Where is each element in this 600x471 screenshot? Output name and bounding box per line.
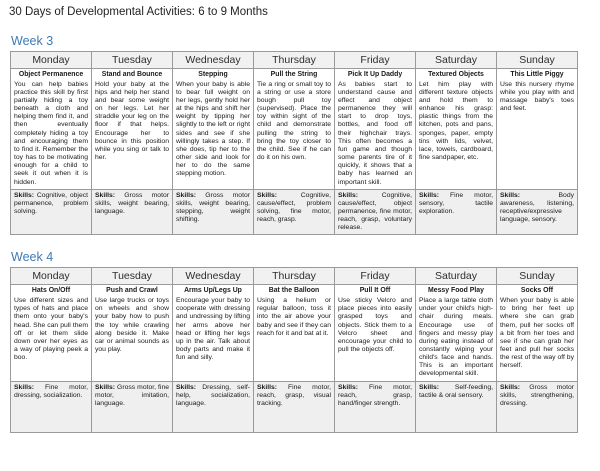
activity-title: Textured Objects bbox=[428, 71, 484, 78]
activity-title: This Little Piggy bbox=[510, 71, 564, 78]
skills-cell bbox=[335, 189, 416, 235]
skills-text: Dressing, self-help, socialization, language. bbox=[176, 383, 251, 407]
day-header-wednesday: Wednesday bbox=[173, 52, 254, 69]
skills-text: Gross motor, fine motor, imitation, language. bbox=[95, 383, 169, 407]
activity-description: Encourage your baby to cooperate with dressing and undressing by lifting her arms above her head or lifting her legs up in the air. Talk about body parts and make it fun and silly. bbox=[176, 297, 250, 362]
day-header-saturday: Saturday bbox=[416, 268, 497, 285]
skills-label: Skills: bbox=[14, 191, 35, 199]
skills-text: Gross motor skills, weight bearing, stepping, weight shifting. bbox=[176, 191, 250, 224]
activity-description: Hold your baby at the hips and help her stand and bear some weight on her legs. Let her straddle your leg on the floor if that helps. Encourage her to bounce in this position while you sing or talk to her. bbox=[95, 80, 169, 162]
activity-cell bbox=[173, 285, 254, 381]
skills-cell bbox=[92, 189, 173, 235]
activity-cell bbox=[416, 69, 497, 190]
skills-text: Gross motor skills, weight bearing, language. bbox=[95, 191, 169, 215]
skills-cell bbox=[416, 189, 497, 235]
skills-label: Skills: bbox=[95, 383, 116, 391]
activity-description: Let him play with different texture objects and hold them to enhance his grasp: plastic things from the kitchen, pots and pans, sponges, paper, empty tins with lids, velvet, lace, towels, cardboard, fine sandpaper, etc. bbox=[419, 80, 493, 162]
activity-title: Messy Food Play bbox=[428, 287, 484, 295]
activity-title: Pick It Up Daddy bbox=[347, 71, 403, 78]
skills-text: Fine motor, sensory, tactile exploration. bbox=[419, 191, 494, 215]
activity-cell bbox=[11, 69, 92, 190]
week3-table bbox=[10, 51, 578, 235]
day-header-tuesday: Tuesday bbox=[92, 52, 173, 69]
activity-description: Use this nursery rhyme while you play with and massage baby's toes and feet. bbox=[500, 80, 574, 113]
skills-text: Cognitive, cause/effect, problem solving, fine motor, reach, grasp. bbox=[257, 191, 331, 224]
skills-cell bbox=[11, 189, 92, 235]
activity-cell bbox=[497, 285, 578, 381]
week4-header-row bbox=[11, 268, 578, 285]
skills-text: Self-feeding, tactile & oral sensory. bbox=[419, 383, 493, 399]
skills-label: Skills: bbox=[176, 191, 197, 199]
skills-label: Skills: bbox=[95, 191, 116, 199]
page-title: 30 Days of Developmental Activities: 6 to 9 Months bbox=[9, 6, 268, 18]
activity-cell bbox=[254, 285, 335, 381]
activity-description: Using a helium or regular balloon, toss it into the air above your baby and see if they can reach for it and bat at it. bbox=[257, 297, 331, 337]
skills-cell bbox=[11, 381, 92, 432]
skills-cell bbox=[497, 381, 578, 432]
activity-title: Pull the String bbox=[270, 71, 318, 78]
skills-text: Cognitive, cause/effect, object permanence, fine motor, reach, grasp, voluntary release. bbox=[338, 191, 412, 232]
skills-cell bbox=[173, 189, 254, 235]
activity-title: Push and Crawl bbox=[106, 287, 158, 295]
week4-skills-row bbox=[11, 381, 578, 432]
activity-cell bbox=[92, 69, 173, 190]
activity-description: Tie a ring or small toy to a string or use a store bough pull toy (supervised). Place the toy within sight of the child and demonstrate pulling the string to bring the toy closer to the child. See if he can do it on his own. bbox=[257, 80, 331, 162]
skills-label: Skills: bbox=[419, 191, 440, 199]
week3-activity-row bbox=[11, 69, 578, 190]
activity-title: Stand and Bounce bbox=[101, 71, 163, 78]
skills-text: Gross motor skills, strengthening, dressing. bbox=[500, 383, 574, 407]
week3-heading: Week 3 bbox=[11, 34, 54, 48]
day-header-sunday: Sunday bbox=[497, 52, 578, 69]
activity-description: Use large trucks or toys on wheels and show your baby how to push the toy while crawling along beside it. Make car or animal sounds as you play. bbox=[95, 297, 169, 353]
week3-skills-row bbox=[11, 189, 578, 235]
skills-text: Fine motor, reach, grasp, hand/finger strength. bbox=[338, 383, 413, 407]
activity-title: Hats On/Off bbox=[31, 287, 71, 295]
activity-title: Socks Off bbox=[520, 287, 554, 295]
activity-cell bbox=[254, 69, 335, 190]
activity-title: Pull It Off bbox=[359, 287, 391, 295]
activity-cell bbox=[92, 285, 173, 381]
activity-cell bbox=[11, 285, 92, 381]
skills-label: Skills: bbox=[500, 383, 521, 391]
activity-description: You can help babies practice this skill by first partially hiding a toy beneath a cloth and helping them find it, and then eventually completely hiding a toy and encouraging them to find it. Remember the toy has to be motivating enough for a child to seek it out when it is hidden. bbox=[14, 80, 88, 186]
week4-table bbox=[10, 267, 578, 432]
activity-title: Stepping bbox=[198, 71, 228, 78]
activity-cell bbox=[335, 69, 416, 190]
skills-label: Skills: bbox=[419, 383, 440, 391]
skills-text: Body awareness, listening, receptive/expressive language, sensory. bbox=[500, 191, 574, 224]
skills-label: Skills: bbox=[500, 191, 521, 199]
week3-header-row bbox=[11, 52, 578, 69]
day-header-thursday: Thursday bbox=[254, 268, 335, 285]
skills-cell bbox=[92, 381, 173, 432]
skills-text: Fine motor, dressing, socialization. bbox=[14, 383, 89, 399]
day-header-saturday: Saturday bbox=[416, 52, 497, 69]
day-header-wednesday: Wednesday bbox=[173, 268, 254, 285]
activity-cell bbox=[335, 285, 416, 381]
week4-heading: Week 4 bbox=[11, 250, 54, 265]
activity-description: As babies start to understand cause and effect and object permanence they will start to drop toys, bottles, and food off their highchair trays. This often becomes a fun game and though some parents tire of it quickly, it shows that a baby has learned an important skill. bbox=[338, 80, 412, 186]
skills-label: Skills: bbox=[176, 383, 197, 391]
skills-text: Fine motor, reach, grasp, visual tracking. bbox=[257, 383, 332, 407]
activity-description: Place a large table cloth under your child's high-chair during meals. Encourage use of fingers and messy play during eating instead of constantly wiping your child's face and hands. This is an important developmental skill. bbox=[419, 297, 493, 378]
activity-title: Object Permanence bbox=[18, 71, 84, 78]
skills-cell bbox=[416, 381, 497, 432]
skills-label: Skills: bbox=[257, 383, 278, 391]
activity-cell bbox=[416, 285, 497, 381]
skills-label: Skills: bbox=[338, 191, 359, 199]
day-header-friday: Friday bbox=[335, 268, 416, 285]
skills-cell bbox=[254, 381, 335, 432]
activity-description: Use different sizes and types of hats and place them onto your baby's head. She can pull them off or let them slide down over her eyes as a way of playing peek a boo. bbox=[14, 297, 88, 362]
activity-cell bbox=[173, 69, 254, 190]
activity-description: When your baby is able to bear full weight on her legs, gently hold her at the hips and shift her weight by tipping her slightly to the left or right sides and see if she willingly takes a step. If she does, tip her to the other side and look for her to do the same stepping motion. bbox=[176, 80, 250, 178]
activity-title: Arms Up/Legs Up bbox=[184, 287, 242, 295]
day-header-monday: Monday bbox=[11, 268, 92, 285]
skills-cell bbox=[497, 189, 578, 235]
skills-label: Skills: bbox=[257, 191, 278, 199]
activity-title: Bat the Balloon bbox=[268, 287, 320, 295]
activity-description: When your baby is able to bring her feet up where she can grab them, pull her socks off a bit from her toes and see if she can grab her feet and pull her socks the rest of the way off by herself. bbox=[500, 297, 574, 370]
day-header-thursday: Thursday bbox=[254, 52, 335, 69]
skills-label: Skills: bbox=[14, 383, 35, 391]
day-header-tuesday: Tuesday bbox=[92, 268, 173, 285]
skills-text: Cognitive, object permanence, problem solving. bbox=[14, 191, 89, 215]
day-header-monday: Monday bbox=[11, 52, 92, 69]
day-header-friday: Friday bbox=[335, 52, 416, 69]
activity-cell bbox=[497, 69, 578, 190]
skills-cell bbox=[254, 189, 335, 235]
skills-label: Skills: bbox=[338, 383, 359, 391]
day-header-sunday: Sunday bbox=[497, 268, 578, 285]
week4-activity-row bbox=[11, 285, 578, 381]
skills-cell bbox=[173, 381, 254, 432]
activity-description: Use sticky Velcro and place pieces into easily grasped toys and objects. Stick them to a Velcro sheet and encourage your child to pull the objects off. bbox=[338, 297, 412, 353]
skills-cell bbox=[335, 381, 416, 432]
